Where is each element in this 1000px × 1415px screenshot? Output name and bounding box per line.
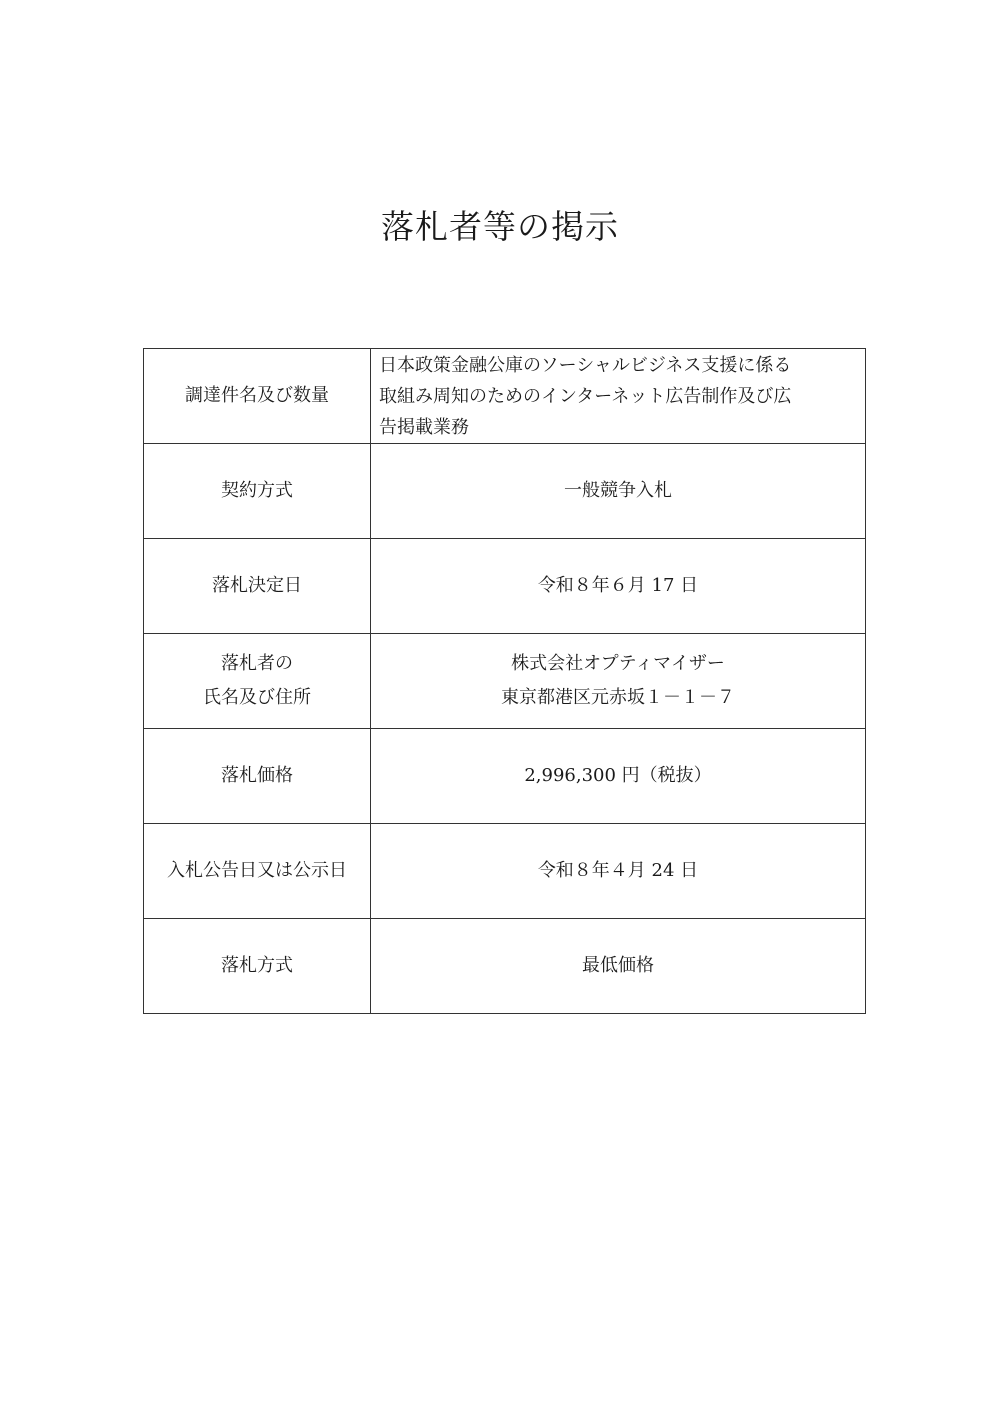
value-line: 2,996,300 円（税抜） (524, 765, 712, 786)
value-line: 一般競争入札 (564, 480, 672, 501)
table-row-award-method (144, 919, 866, 1014)
label-line: 落札者の (221, 653, 293, 674)
page-title: 落札者等の掲示 (381, 207, 619, 246)
label-procurement-item (144, 349, 371, 444)
table-row-award-date (144, 539, 866, 634)
value-announcement-date (371, 824, 866, 919)
table-row-award-price (144, 729, 866, 824)
label-winner (144, 634, 371, 729)
value-line: 取組み周知のためのインターネット広告制作及び広 (379, 385, 792, 407)
table-row-winner (144, 634, 866, 729)
label-line: 落札方式 (221, 955, 293, 976)
value-award-price (371, 729, 866, 824)
label-announcement-date (144, 824, 371, 919)
label-award-date (144, 539, 371, 634)
value-line: 令和８年６月 17 日 (537, 575, 699, 596)
value-procurement-item (371, 349, 866, 444)
value-line: 株式会社オプティマイザー (511, 653, 725, 674)
value-line: 最低価格 (582, 955, 654, 976)
value-contract-method (371, 444, 866, 539)
label-line: 契約方式 (221, 480, 293, 501)
value-line: 令和８年４月 24 日 (537, 860, 699, 881)
label-line: 氏名及び住所 (203, 687, 311, 708)
label-line: 落札決定日 (212, 575, 302, 596)
table-row-announcement-date (144, 824, 866, 919)
value-line: 日本政策金融公庫のソーシャルビジネス支援に係る (379, 354, 792, 376)
label-line: 調達件名及び数量 (185, 385, 329, 406)
label-contract-method (144, 444, 371, 539)
value-line: 東京都港区元赤坂１－１－７ (501, 687, 735, 708)
table-row-procurement-item (144, 349, 866, 444)
value-award-date (371, 539, 866, 634)
award-notice-table (143, 348, 866, 1014)
value-line: 告掲載業務 (379, 416, 469, 438)
label-line: 入札公告日又は公示日 (167, 860, 347, 881)
label-line: 落札価格 (221, 765, 293, 786)
value-award-method (371, 919, 866, 1014)
table-row-contract-method (144, 444, 866, 539)
label-award-method (144, 919, 371, 1014)
value-winner (371, 634, 866, 729)
label-award-price (144, 729, 371, 824)
